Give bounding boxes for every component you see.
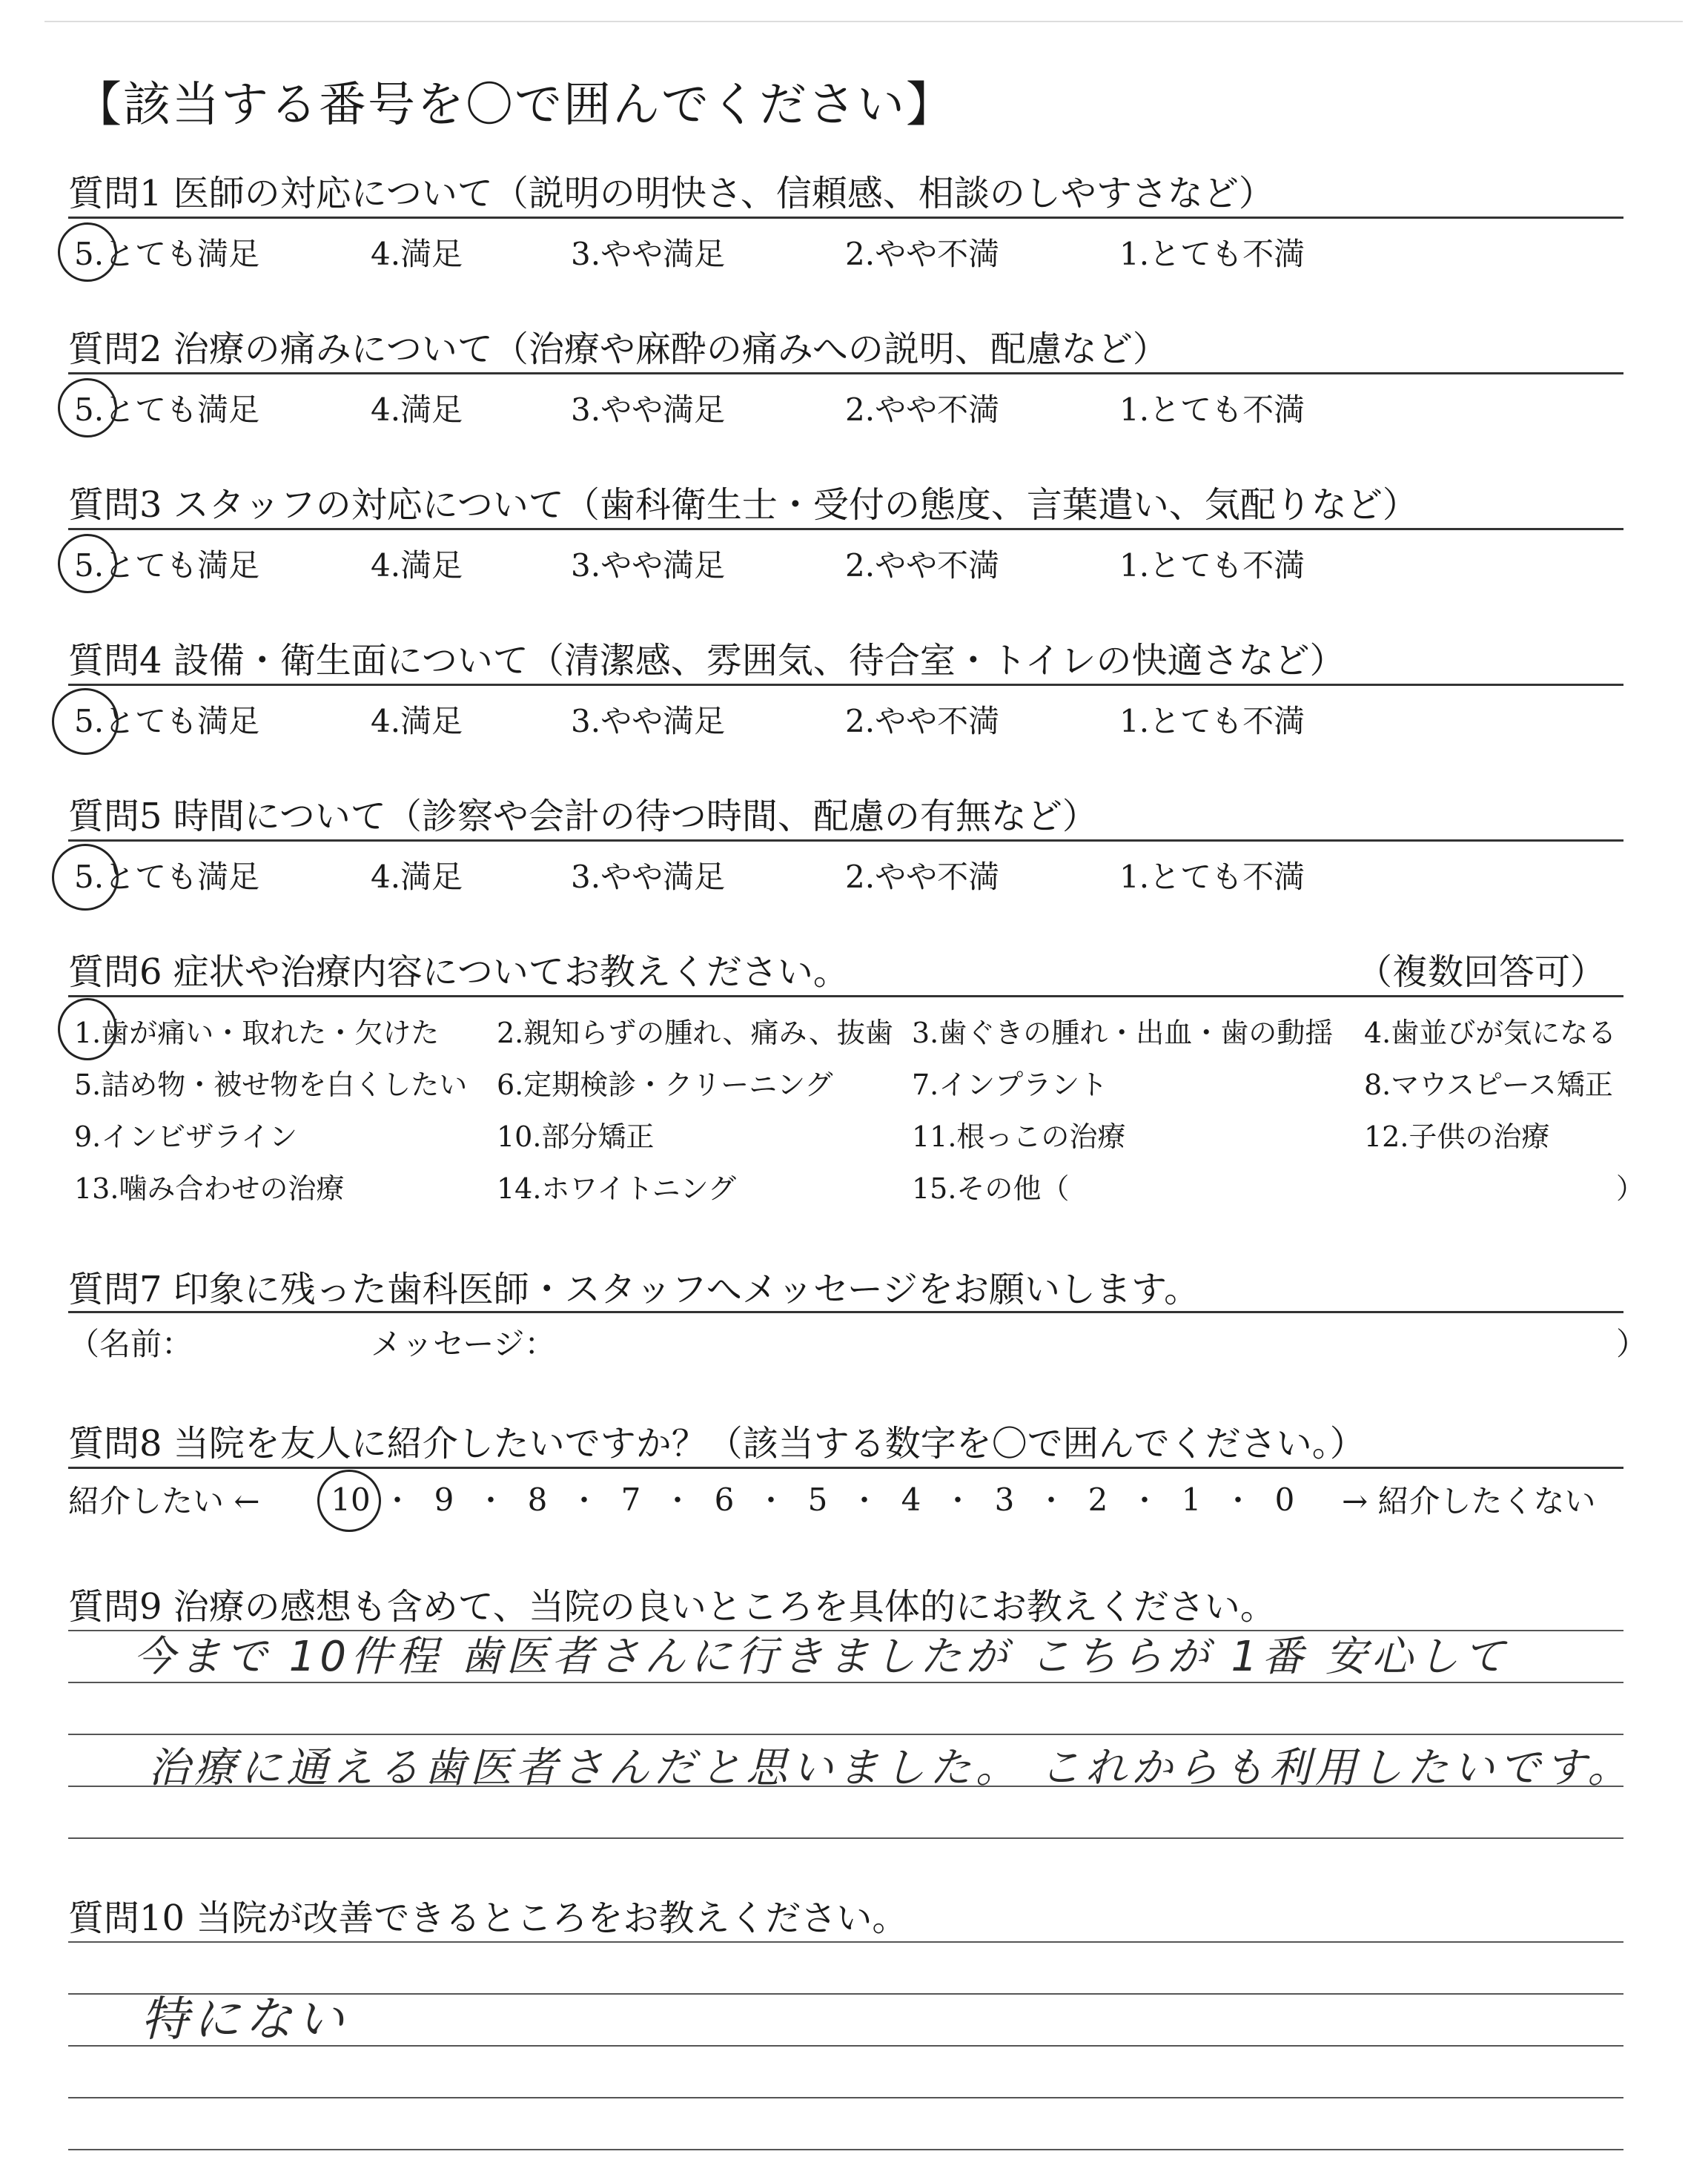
answer-line: [68, 2149, 1623, 2150]
q2-option-2[interactable]: 2.やや不満: [845, 392, 1000, 428]
question-9: 質問9 治療の感想も含めて、当院の良いところを具体的にお教えください。: [68, 1586, 1276, 1628]
page-title: 【該当する番号を〇で囲んでください】: [74, 78, 955, 133]
q6-option-4[interactable]: 4.歯並びが気になる: [1364, 1017, 1617, 1049]
question-7: 質問7 印象に残った歯科医師・スタッフへメッセージをお願いします。: [68, 1269, 1200, 1310]
scale-1[interactable]: 1: [1181, 1482, 1202, 1518]
q1-option-2[interactable]: 2.やや不満: [845, 236, 1000, 272]
handwritten-answer-line-2: 治療に通える歯医者さんだと思いました。 これからも利用したいです。: [148, 1744, 1634, 1792]
scale-3[interactable]: 3: [994, 1482, 1015, 1518]
scale-5[interactable]: 5: [807, 1482, 828, 1518]
scale-0[interactable]: 0: [1274, 1482, 1295, 1518]
q6-option-5[interactable]: 5.詰め物・被せ物を白くしたい: [74, 1069, 468, 1101]
q4-option-3[interactable]: 3.やや満足: [571, 703, 726, 739]
q6-option-7[interactable]: 7.インプラント: [912, 1069, 1108, 1101]
q6-option-14[interactable]: 14.ホワイトニング: [497, 1172, 737, 1205]
scale-6[interactable]: 6: [714, 1482, 735, 1518]
question-3: 質問3 スタッフの対応について（歯科衛生士・受付の態度、言葉遣い、気配りなど）: [68, 484, 1418, 526]
scale-10[interactable]: 10: [331, 1482, 371, 1518]
q1-option-5[interactable]: 5.とても満足: [74, 236, 260, 272]
question-4: 質問4 設備・衛生面について（清潔感、雰囲気、待合室・トイレの快適さなど）: [68, 640, 1345, 681]
recommend-scale: 10 ・ 9 ・ 8 ・ 7 ・ 6 ・ 5 ・ 4 ・ 3 ・ 2 ・ 1 ・ 0: [325, 1477, 1311, 1519]
top-border: [44, 21, 1683, 22]
question-5: 質問5 時間について（診察や会計の待つ時間、配慮の有無など）: [68, 796, 1098, 837]
q4-option-4[interactable]: 4.満足: [371, 703, 463, 739]
divider: [68, 839, 1623, 842]
answer-line: [68, 2097, 1623, 2098]
q3-option-1[interactable]: 1.とても不満: [1119, 547, 1305, 584]
q6-other-close: ）: [1616, 1172, 1645, 1205]
q1-option-4[interactable]: 4.満足: [371, 236, 463, 272]
recommend-left-label: 紹介したい ←: [68, 1483, 260, 1519]
divider: [68, 528, 1623, 530]
selected-circle-mark: [58, 378, 117, 437]
divider: [68, 1311, 1623, 1313]
q6-option-2[interactable]: 2.親知らずの腫れ、痛み、抜歯: [497, 1017, 893, 1049]
scale-7[interactable]: 7: [620, 1482, 641, 1518]
multiple-answers-note: （複数回答可）: [1357, 951, 1606, 993]
selected-circle-mark: [58, 998, 117, 1060]
answer-line: [68, 1941, 1623, 1943]
scale-2[interactable]: 2: [1088, 1482, 1108, 1518]
answer-line: [68, 1837, 1623, 1839]
q1-option-3[interactable]: 3.やや満足: [571, 236, 726, 272]
q6-option-9[interactable]: 9.インビザライン: [74, 1120, 298, 1153]
q5-option-3[interactable]: 3.やや満足: [571, 859, 726, 895]
question-6: 質問6 症状や治療内容についてお教えください。: [68, 951, 849, 993]
divider: [68, 1467, 1623, 1469]
q6-option-8[interactable]: 8.マウスピース矯正: [1364, 1069, 1613, 1101]
selected-circle-mark: [52, 844, 119, 911]
q2-option-4[interactable]: 4.満足: [371, 392, 463, 428]
q6-option-3[interactable]: 3.歯ぐきの腫れ・出血・歯の動揺: [912, 1017, 1334, 1049]
q5-option-2[interactable]: 2.やや不満: [845, 859, 1000, 895]
question-10: 質問10 当院が改善できるところをお教えください。: [68, 1898, 908, 1939]
question-8: 質問8 当院を友人に紹介したいですか？（該当する数字を〇で囲んでください。）: [68, 1423, 1366, 1464]
divider: [68, 217, 1623, 219]
selected-circle-mark: [58, 222, 117, 282]
q3-option-3[interactable]: 3.やや満足: [571, 547, 726, 584]
selected-circle-mark: [317, 1470, 381, 1532]
recommend-right-label: → 紹介したくない: [1342, 1483, 1596, 1519]
q6-option-6[interactable]: 6.定期検診・クリーニング: [497, 1069, 833, 1101]
q4-option-5[interactable]: 5.とても満足: [74, 703, 260, 739]
q6-option-15[interactable]: 15.その他（: [912, 1172, 1070, 1205]
selected-circle-mark: [52, 688, 119, 755]
q6-option-1[interactable]: 1.歯が痛い・取れた・欠けた: [74, 1017, 440, 1049]
name-label: （名前：: [68, 1326, 193, 1362]
q5-option-4[interactable]: 4.満足: [371, 859, 463, 895]
q5-option-5[interactable]: 5.とても満足: [74, 859, 260, 895]
q2-option-5[interactable]: 5.とても満足: [74, 392, 260, 428]
divider: [68, 684, 1623, 686]
divider: [68, 372, 1623, 374]
question-2: 質問2 治療の痛みについて（治療や麻酔の痛みへの説明、配慮など）: [68, 328, 1168, 370]
handwritten-answer-line-1: 今まで 10件程 歯医者さんに行きましたが こちらが 1番 安心して: [133, 1633, 1509, 1681]
q2-option-3[interactable]: 3.やや満足: [571, 392, 726, 428]
q3-option-4[interactable]: 4.満足: [371, 547, 463, 584]
q2-option-1[interactable]: 1.とても不満: [1119, 392, 1305, 428]
q7-close: ）: [1616, 1326, 1648, 1362]
q6-option-12[interactable]: 12.子供の治療: [1364, 1120, 1550, 1153]
q4-option-2[interactable]: 2.やや不満: [845, 703, 1000, 739]
scale-8[interactable]: 8: [527, 1482, 548, 1518]
scale-9[interactable]: 9: [434, 1482, 454, 1518]
q6-option-13[interactable]: 13.噛み合わせの治療: [74, 1172, 345, 1205]
scale-4[interactable]: 4: [901, 1482, 921, 1518]
q5-option-1[interactable]: 1.とても不満: [1119, 859, 1305, 895]
q3-option-5[interactable]: 5.とても満足: [74, 547, 260, 584]
q3-option-2[interactable]: 2.やや不満: [845, 547, 1000, 584]
selected-circle-mark: [58, 534, 117, 593]
handwritten-answer-q10: 特にない: [141, 1992, 348, 2047]
q6-option-10[interactable]: 10.部分矯正: [497, 1120, 655, 1153]
q6-option-11[interactable]: 11.根っこの治療: [912, 1120, 1126, 1153]
question-1: 質問1 医師の対応について（説明の明快さ、信頼感、相談のしやすさなど）: [68, 173, 1274, 214]
message-label: メッセージ：: [371, 1326, 556, 1362]
q4-option-1[interactable]: 1.とても不満: [1119, 703, 1305, 739]
divider: [68, 995, 1623, 997]
q1-option-1[interactable]: 1.とても不満: [1119, 236, 1305, 272]
